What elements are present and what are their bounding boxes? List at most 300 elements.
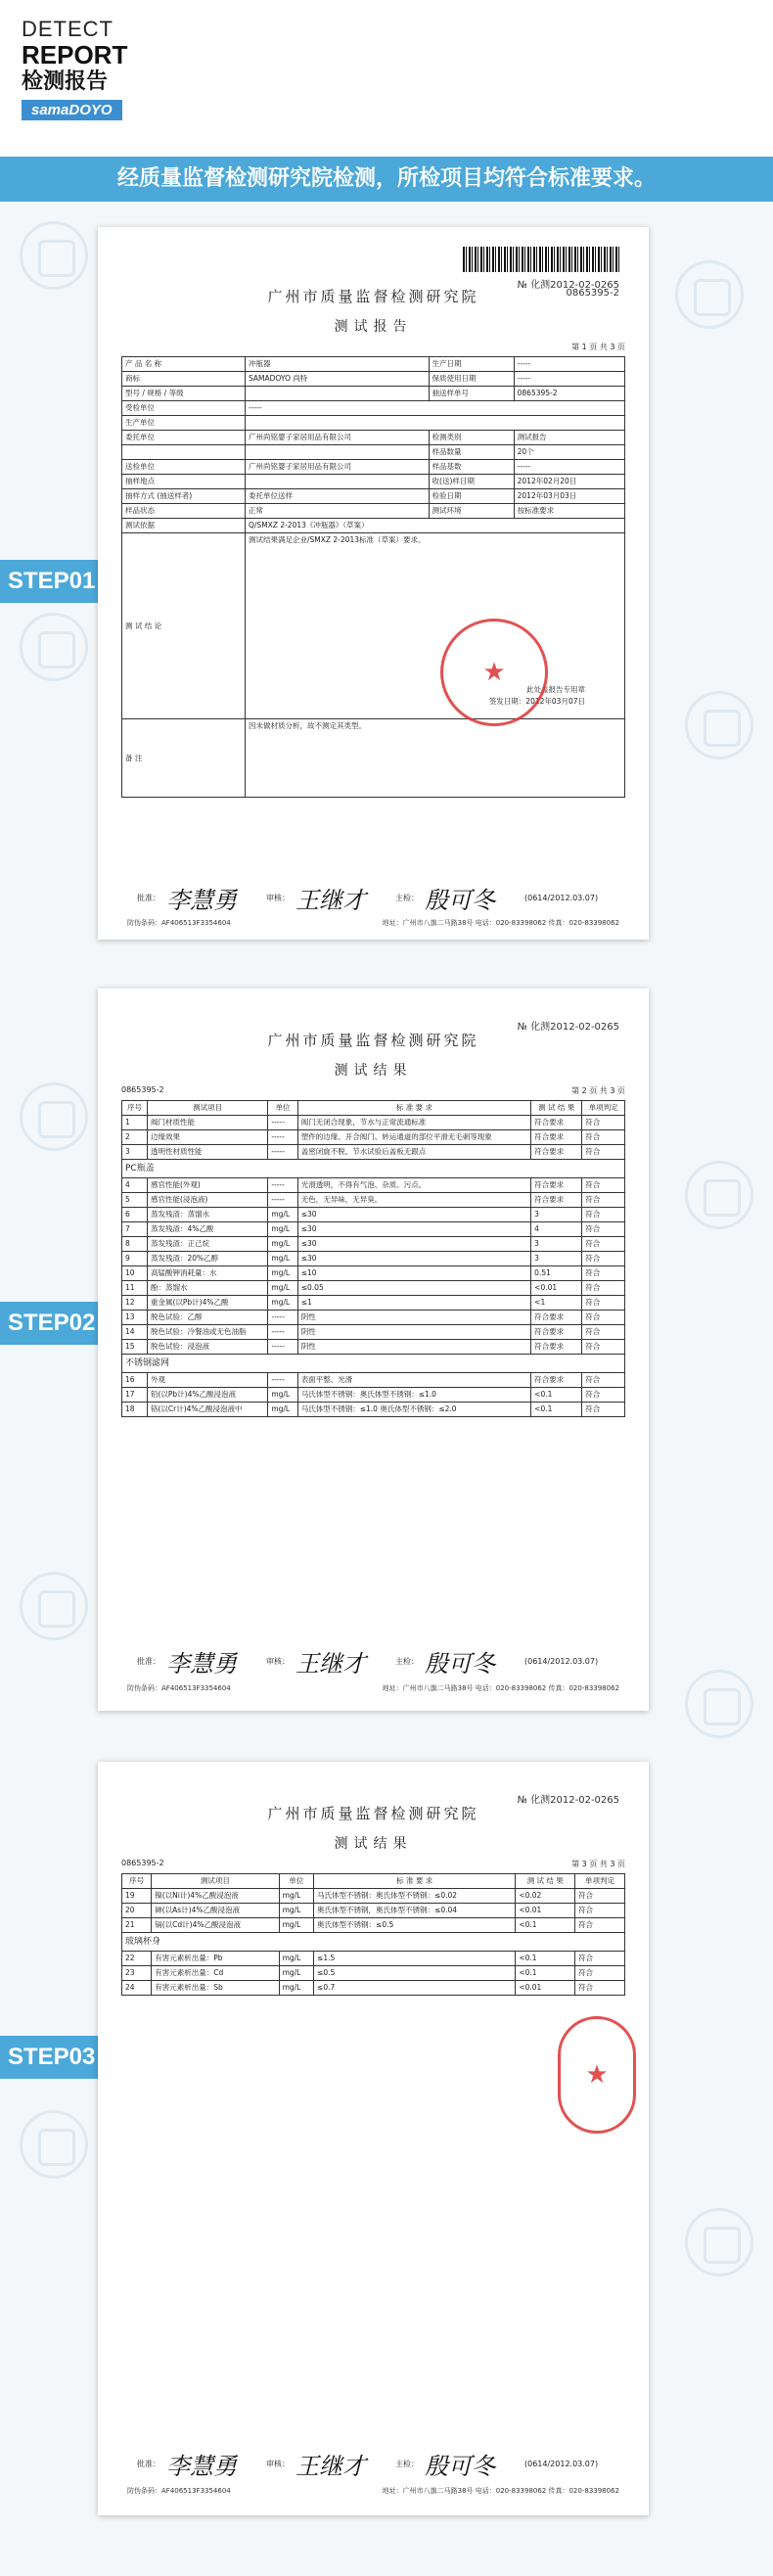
report-page-3 — [98, 1762, 649, 2515]
table-cell: <1 — [531, 1296, 582, 1311]
table-cell: ≤0.5 — [314, 1966, 516, 1981]
table-cell: 17 — [122, 1388, 148, 1403]
table-cell: 边缘效果 — [147, 1130, 267, 1145]
cell-value: ----- — [246, 401, 625, 416]
table-cell: 脱色试验：冷餐油或无色油脂 — [147, 1325, 267, 1340]
table-cell: 4 — [531, 1222, 582, 1237]
table-cell: <0.1 — [516, 1952, 575, 1966]
table-cell: <0.01 — [531, 1281, 582, 1296]
cell-value: 冲瓶器 — [246, 357, 430, 372]
table-cell: 阀门材质性能 — [147, 1116, 267, 1130]
test-label: 主检： — [395, 894, 419, 902]
table-cell: 18 — [122, 1403, 148, 1417]
review-label: 审核： — [266, 2460, 290, 2468]
signature-row — [137, 2447, 619, 2481]
table-cell: 符合要求 — [531, 1130, 582, 1145]
table-cell: 马氏体型不锈钢：奥氏体型不锈钢：≤1.0 — [297, 1388, 530, 1403]
anti-fake-code: 防伪条码：AF406513F3354604 — [127, 919, 231, 927]
report-title: 测试结果 — [334, 1063, 413, 1079]
table-cell: 脱色试验：浸泡液 — [147, 1340, 267, 1355]
table-cell: 有害元素析出量：Cd — [152, 1966, 279, 1981]
table-row — [122, 1130, 625, 1145]
table-row — [122, 1373, 625, 1388]
table-cell: mg/L — [268, 1281, 297, 1296]
results-table-3 — [121, 1873, 625, 1996]
cell-label: 生产单位 — [122, 416, 246, 431]
table-cell: mg/L — [268, 1266, 297, 1281]
cell-value: 正常 — [246, 504, 430, 519]
column-header: 序号 — [122, 1874, 152, 1889]
cell-value: ----- — [514, 460, 624, 475]
table-cell: 符合 — [582, 1145, 625, 1160]
column-header: 测试项目 — [147, 1101, 267, 1116]
watermark-seal-icon — [20, 613, 88, 681]
table-cell: 22 — [122, 1952, 152, 1966]
table-cell: mg/L — [279, 1918, 313, 1933]
table-cell: <0.1 — [516, 1918, 575, 1933]
table-cell: ≤0.05 — [297, 1281, 530, 1296]
cell-label: 样品基数 — [429, 460, 514, 475]
cell-value — [246, 475, 430, 489]
table-row — [122, 1208, 625, 1222]
summary-banner: 经质量监督检测研究院检测，所检项目均符合标准要求。 — [0, 157, 773, 202]
official-stamp-icon — [558, 2016, 636, 2134]
footer — [127, 2486, 619, 2496]
cell-value: ----- — [514, 372, 624, 387]
issue-date: 签发日期：2012年03月07日 — [488, 697, 585, 706]
table-cell: mg/L — [268, 1208, 297, 1222]
cell-label: 保质使用日期 — [429, 372, 514, 387]
conclusion-text: 测试结果满足企业/SMXZ 2-2013标准（草案）要求。 — [249, 535, 426, 544]
table-cell: 高锰酸钾消耗量：水 — [147, 1266, 267, 1281]
cell-value — [246, 387, 430, 401]
page-indicator: 第 2 页 共 3 页 — [571, 1086, 625, 1095]
table-row — [122, 1116, 625, 1130]
table-cell: 奥氏体型不锈钢：≤0.5 — [314, 1918, 516, 1933]
approve-signature: 李慧勇 — [166, 2453, 237, 2480]
table-cell: 3 — [531, 1208, 582, 1222]
cell-value: 按标准要求 — [514, 504, 624, 519]
footer-address: 地址：广州市八旗二马路38号 电话：020-83398062 传真：020-83398062 — [382, 2487, 619, 2495]
table-row — [122, 1403, 625, 1417]
table-row — [122, 1266, 625, 1281]
report-page-2 — [98, 989, 649, 1711]
doc-number: № 化测2012-02-0265 — [517, 280, 619, 291]
table-cell: 12 — [122, 1296, 148, 1311]
section-row — [122, 1355, 625, 1373]
review-label: 审核： — [266, 1657, 290, 1666]
table-cell: 符合 — [575, 1981, 625, 1996]
table-cell: 符合 — [582, 1237, 625, 1252]
table-cell: ≤30 — [297, 1237, 530, 1252]
column-header: 单项判定 — [582, 1101, 625, 1116]
step-label-1: STEP01 — [0, 560, 117, 603]
page-header — [22, 18, 217, 120]
watermark-seal-icon — [685, 1670, 753, 1738]
table-cell: 符合 — [582, 1340, 625, 1355]
table-cell: 感官性能(浸泡液) — [147, 1193, 267, 1208]
table-cell: 16 — [122, 1373, 148, 1388]
cell-label: 样品数量 — [429, 445, 514, 460]
table-cell: 23 — [122, 1966, 152, 1981]
review-signature: 王继才 — [296, 1650, 366, 1678]
test-signature: 殷可冬 — [425, 1650, 495, 1678]
table-cell: 符合 — [582, 1325, 625, 1340]
table-cell: 阴性 — [297, 1340, 530, 1355]
cell-value: 测试报告 — [514, 431, 624, 445]
step-label-2: STEP02 — [0, 1302, 117, 1345]
table-cell: ≤1.5 — [314, 1952, 516, 1966]
table-cell: 符合 — [575, 1918, 625, 1933]
table-row — [122, 1904, 625, 1918]
table-cell: 脱色试验：乙醇 — [147, 1311, 267, 1325]
table-row — [122, 1388, 625, 1403]
table-cell: 符合要求 — [531, 1373, 582, 1388]
test-label: 主检： — [395, 1657, 419, 1666]
table-cell: 蒸发残渣：正己烷 — [147, 1237, 267, 1252]
table-cell: mg/L — [268, 1403, 297, 1417]
footer — [127, 918, 619, 928]
table-cell: 感官性能(外观) — [147, 1178, 267, 1193]
cell-label: 测 试 结 论 — [122, 533, 246, 719]
table-cell: 10 — [122, 1266, 148, 1281]
cell-value: 广州尚铭婴子家居用品有限公司 — [246, 431, 430, 445]
remark-text: 因未做材质分析，故不测定其类型。 — [246, 719, 625, 798]
table-cell: ≤0.7 — [314, 1981, 516, 1996]
table-cell: 有害元素析出量：Sb — [152, 1981, 279, 1996]
table-cell: <0.01 — [516, 1981, 575, 1996]
column-header: 单位 — [268, 1101, 297, 1116]
table-cell: 透明性材质性能 — [147, 1145, 267, 1160]
test-signature: 殷可冬 — [425, 2453, 495, 2480]
official-stamp-icon — [440, 619, 548, 726]
review-signature: 王继才 — [296, 887, 366, 914]
table-cell: 符合 — [582, 1178, 625, 1193]
footer-address: 地址：广州市八旗二马路38号 电话：020-83398062 传真：020-83398062 — [382, 1684, 619, 1692]
table-cell: mg/L — [268, 1222, 297, 1237]
cell-label: 收(送)样日期 — [429, 475, 514, 489]
cell-label: 样品状态 — [122, 504, 246, 519]
page-indicator: 第 3 页 共 3 页 — [571, 1860, 625, 1868]
table-cell: 蒸发残渣：蒸馏水 — [147, 1208, 267, 1222]
section-title: 玻璃杯身 — [122, 1933, 625, 1952]
table-cell: 符合 — [575, 1889, 625, 1904]
table-cell: 20 — [122, 1904, 152, 1918]
table-cell: 8 — [122, 1237, 148, 1252]
table-row — [122, 1918, 625, 1933]
table-cell: 酚：蒸馏水 — [147, 1281, 267, 1296]
section-title: PC瓶盖 — [122, 1160, 625, 1178]
table-cell: 符合 — [582, 1193, 625, 1208]
table-cell: 阴性 — [297, 1311, 530, 1325]
approve-signature: 李慧勇 — [166, 1650, 237, 1678]
table-cell: 符合 — [582, 1281, 625, 1296]
review-signature: 王继才 — [296, 2453, 366, 2480]
table-cell: 符合 — [582, 1252, 625, 1266]
test-label: 主检： — [395, 2460, 419, 2468]
table-cell: 符合 — [575, 1904, 625, 1918]
table-cell: 符合要求 — [531, 1340, 582, 1355]
table-cell: 符合要求 — [531, 1178, 582, 1193]
table-cell: ----- — [268, 1311, 297, 1325]
table-cell: mg/L — [268, 1252, 297, 1266]
conclusion-cell — [246, 533, 625, 719]
cell-value — [246, 416, 625, 431]
table-row — [122, 1193, 625, 1208]
table-cell: 24 — [122, 1981, 152, 1996]
table-cell: 3 — [531, 1252, 582, 1266]
table-cell: ----- — [268, 1340, 297, 1355]
doc-number: № 化测2012-02-0265 — [517, 1022, 619, 1033]
table-cell: 重金属(以Pb计)4%乙酸 — [147, 1296, 267, 1311]
table-cell: 光滑透明，不得有气泡、杂质、污点。 — [297, 1178, 530, 1193]
cell-value: 2012年03月03日 — [514, 489, 624, 504]
table-cell: ----- — [268, 1373, 297, 1388]
table-cell: ----- — [268, 1193, 297, 1208]
table-cell: 符合 — [582, 1311, 625, 1325]
table-cell: 马氏体型不锈钢：≤1.0 奥氏体型不锈钢：≤2.0 — [297, 1403, 530, 1417]
table-cell: mg/L — [279, 1904, 313, 1918]
table-cell: 有害元素析出量：Pb — [152, 1952, 279, 1966]
page-indicator: 第 1 页 共 3 页 — [571, 343, 625, 351]
table-cell: mg/L — [279, 1889, 313, 1904]
stamp-note: 此处盖报告专用章 — [526, 685, 585, 694]
institute-name: 广州市质量监督检测研究院 — [267, 1032, 479, 1049]
table-cell: 14 — [122, 1325, 148, 1340]
table-cell: 3 — [122, 1145, 148, 1160]
cell-value: 0865395-2 — [514, 387, 624, 401]
table-row — [122, 1281, 625, 1296]
doc-number: № 化测2012-02-0265 — [517, 1795, 619, 1806]
section-title: 不锈钢滤网 — [122, 1355, 625, 1373]
brand-logo: samaDOYO — [22, 100, 122, 120]
table-row — [122, 1145, 625, 1160]
cell-value: ----- — [514, 357, 624, 372]
table-cell: 无色，无异味，无异臭。 — [297, 1193, 530, 1208]
signature-row — [137, 881, 619, 915]
table-cell: ≤30 — [297, 1252, 530, 1266]
watermark-seal-icon — [685, 2208, 753, 2277]
table-row — [122, 1952, 625, 1966]
table-cell: 符合 — [582, 1373, 625, 1388]
barcode — [463, 247, 619, 272]
table-cell: 6 — [122, 1208, 148, 1222]
results-table-2 — [121, 1100, 625, 1417]
test-signature: 殷可冬 — [425, 887, 495, 914]
table-cell: 符合 — [582, 1296, 625, 1311]
table-cell: 2 — [122, 1130, 148, 1145]
cell-label: 产 品 名 称 — [122, 357, 246, 372]
watermark-seal-icon — [685, 1161, 753, 1229]
cell-value: 委托单位送样 — [246, 489, 430, 504]
table-cell: 符合 — [582, 1130, 625, 1145]
table-cell: 4 — [122, 1178, 148, 1193]
table-cell: 1 — [122, 1116, 148, 1130]
column-header: 单位 — [279, 1874, 313, 1889]
table-cell: 符合要求 — [531, 1145, 582, 1160]
table-cell: 符合 — [582, 1403, 625, 1417]
column-header: 测试项目 — [152, 1874, 279, 1889]
column-header: 测 试 结 果 — [516, 1874, 575, 1889]
anti-fake-code: 防伪条码：AF406513F3354604 — [127, 2487, 231, 2495]
signature-date: (0614/2012.03.07) — [524, 894, 599, 902]
cell-value: 20个 — [514, 445, 624, 460]
cell-label: 检验日期 — [429, 489, 514, 504]
signature-date: (0614/2012.03.07) — [524, 2460, 599, 2468]
table-cell: 符合 — [575, 1966, 625, 1981]
table-cell: 7 — [122, 1222, 148, 1237]
table-row — [122, 1237, 625, 1252]
watermark-seal-icon — [20, 1082, 88, 1151]
table-cell: mg/L — [268, 1296, 297, 1311]
cell-label: 受检单位 — [122, 401, 246, 416]
table-cell: 镉(以Cd计)4%乙酸浸泡液 — [152, 1918, 279, 1933]
cell-value: 2012年02月20日 — [514, 475, 624, 489]
column-header: 单项判定 — [575, 1874, 625, 1889]
signature-row — [137, 1644, 619, 1679]
report-info-table — [121, 356, 625, 798]
table-cell: 阴性 — [297, 1325, 530, 1340]
report-code: 0865395-2 — [121, 1085, 164, 1094]
table-cell: 蒸发残渣：4%乙酸 — [147, 1222, 267, 1237]
table-cell: 3 — [531, 1237, 582, 1252]
table-cell: 外观 — [147, 1373, 267, 1388]
cell-label: 生产日期 — [429, 357, 514, 372]
cell-value: Q/SMXZ 2-2013《冲瓶器》（草案） — [246, 519, 625, 533]
table-cell: 符合 — [582, 1208, 625, 1222]
cell-value: SAMADOYO 尚特 — [246, 372, 430, 387]
cell-label: 抽送样单号 — [429, 387, 514, 401]
report-code: 0865395-2 — [121, 1859, 164, 1867]
table-cell: 13 — [122, 1311, 148, 1325]
table-cell: mg/L — [268, 1237, 297, 1252]
table-cell: 符合 — [582, 1388, 625, 1403]
table-row — [122, 1966, 625, 1981]
approve-signature: 李慧勇 — [166, 887, 237, 914]
table-row — [122, 1311, 625, 1325]
table-cell: ----- — [268, 1325, 297, 1340]
report-title: 测试结果 — [334, 1836, 413, 1852]
table-cell: <0.1 — [516, 1966, 575, 1981]
column-header: 标 准 要 求 — [314, 1874, 516, 1889]
table-cell: 11 — [122, 1281, 148, 1296]
table-cell: 奥氏体型不锈钢，奥氏体型不锈钢：≤0.04 — [314, 1904, 516, 1918]
table-cell: ----- — [268, 1178, 297, 1193]
section-row — [122, 1160, 625, 1178]
table-cell: ≤1 — [297, 1296, 530, 1311]
header-report: REPORT — [22, 40, 128, 69]
table-cell: 表面平整、光滑 — [297, 1373, 530, 1388]
header-detect: DETECT — [22, 17, 114, 41]
table-cell: <0.1 — [531, 1388, 582, 1403]
report-code: 0865395-2 — [566, 288, 619, 299]
cell-label: 测试依据 — [122, 519, 246, 533]
institute-name: 广州市质量监督检测研究院 — [267, 1805, 479, 1822]
step-label-3: STEP03 — [0, 2036, 117, 2079]
watermark-seal-icon — [20, 1572, 88, 1640]
institute-name: 广州市质量监督检测研究院 — [267, 288, 479, 305]
table-cell: 15 — [122, 1340, 148, 1355]
column-header: 序号 — [122, 1101, 148, 1116]
table-cell: 塑件的边缘、开合阀门、转运通道的部位平滑无毛刺等现象 — [297, 1130, 530, 1145]
watermark-seal-icon — [20, 2110, 88, 2179]
cell-value: 广州尚铭婴子家居用品有限公司 — [246, 460, 430, 475]
header-cn-title: 检测报告 — [22, 69, 109, 94]
table-row — [122, 1252, 625, 1266]
table-cell: ----- — [268, 1116, 297, 1130]
table-cell: ≤30 — [297, 1222, 530, 1237]
table-cell: 镍(以Ni计)4%乙酸浸泡液 — [152, 1889, 279, 1904]
table-row — [122, 1325, 625, 1340]
table-cell: 砷(以As计)4%乙酸浸泡液 — [152, 1904, 279, 1918]
table-row — [122, 1340, 625, 1355]
table-cell: 符合 — [582, 1116, 625, 1130]
cell-label: 委托单位 — [122, 431, 246, 445]
table-cell: mg/L — [279, 1952, 313, 1966]
signature-date: (0614/2012.03.07) — [524, 1657, 599, 1666]
anti-fake-code: 防伪条码：AF406513F3354604 — [127, 1684, 231, 1692]
table-row — [122, 1296, 625, 1311]
table-cell: <0.02 — [516, 1889, 575, 1904]
table-cell: 符合要求 — [531, 1325, 582, 1340]
cell-label: 备 注 — [122, 719, 246, 798]
table-cell: ≤10 — [297, 1266, 530, 1281]
table-cell: mg/L — [279, 1981, 313, 1996]
review-label: 审核： — [266, 894, 290, 902]
table-cell: 符合 — [575, 1952, 625, 1966]
watermark-seal-icon — [20, 221, 88, 290]
watermark-seal-icon — [685, 691, 753, 759]
table-cell: 19 — [122, 1889, 152, 1904]
cell-label: 抽样方式 (抽送样者) — [122, 489, 246, 504]
cell-label: 抽样地点 — [122, 475, 246, 489]
table-row — [122, 1889, 625, 1904]
table-cell: 阀门无闭合现象，节水与正常流通标准 — [297, 1116, 530, 1130]
table-cell: ----- — [268, 1130, 297, 1145]
table-cell: 铬(以Cr计)4%乙酸浸泡液中 — [147, 1403, 267, 1417]
section-row — [122, 1933, 625, 1952]
report-title: 测试报告 — [334, 319, 413, 335]
table-cell: 符合 — [582, 1222, 625, 1237]
table-cell: 5 — [122, 1193, 148, 1208]
table-cell: 马氏体型不锈钢：奥氏体型不锈钢：≤0.02 — [314, 1889, 516, 1904]
watermark-seal-icon — [675, 260, 744, 329]
table-cell: <0.1 — [531, 1403, 582, 1417]
table-cell: 21 — [122, 1918, 152, 1933]
table-cell: 盖密闭旋不脱、节水试验后盖板无跟点 — [297, 1145, 530, 1160]
table-cell: ----- — [268, 1145, 297, 1160]
table-cell: 蒸发残渣：20%乙醇 — [147, 1252, 267, 1266]
table-cell: mg/L — [268, 1388, 297, 1403]
report-page-1 — [98, 227, 649, 940]
table-cell: 铅(以Pb计)4%乙酸浸泡液 — [147, 1388, 267, 1403]
cell-label: 测试环境 — [429, 504, 514, 519]
table-cell: 9 — [122, 1252, 148, 1266]
table-cell: 符合要求 — [531, 1311, 582, 1325]
cell-label: 检测类别 — [429, 431, 514, 445]
table-cell: 0.51 — [531, 1266, 582, 1281]
cell-label: 商标 — [122, 372, 246, 387]
cell-label: 型号 / 规格 / 等级 — [122, 387, 246, 401]
table-cell: mg/L — [279, 1966, 313, 1981]
table-cell: ≤30 — [297, 1208, 530, 1222]
table-row — [122, 1222, 625, 1237]
approve-label: 批准： — [137, 894, 160, 902]
footer-address: 地址：广州市八旗二马路38号 电话：020-83398062 传真：020-83398062 — [382, 919, 619, 927]
footer — [127, 1683, 619, 1693]
column-header: 标 准 要 求 — [297, 1101, 530, 1116]
column-header: 测 试 结 果 — [531, 1101, 582, 1116]
